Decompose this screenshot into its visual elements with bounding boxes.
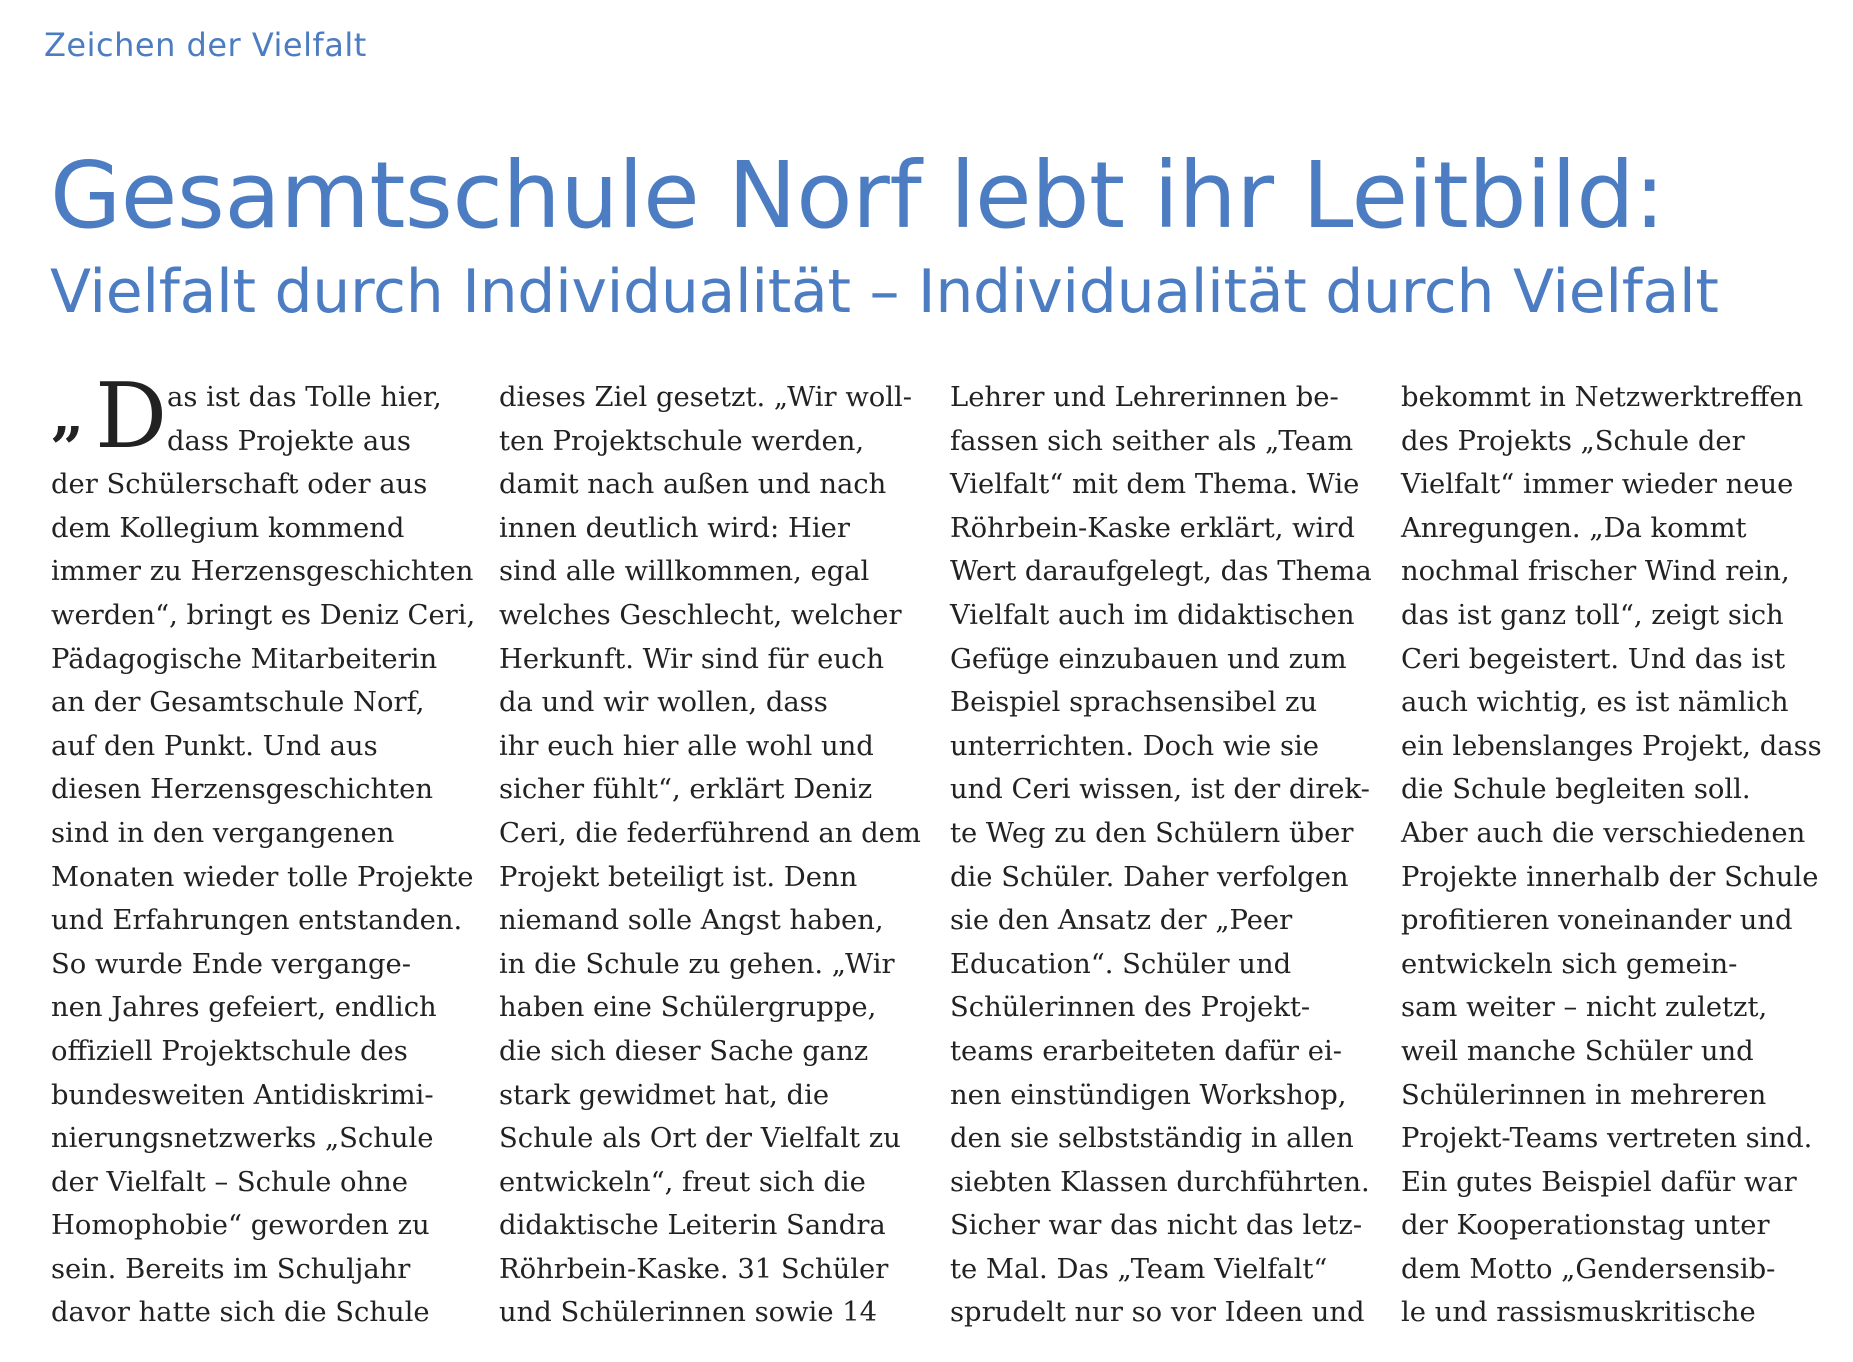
text-line: Ceri, die federführend an dem (499, 817, 921, 849)
text-line: weil manche Schüler und (1401, 1035, 1754, 1067)
text-line: in die Schule zu gehen. „Wir (499, 948, 895, 980)
text-line: Vielfalt“ mit dem Thema. Wie (950, 469, 1360, 501)
drop-cap-quote: „ (51, 381, 85, 449)
text-line: sam weiter – nicht zuletzt, (1401, 992, 1768, 1024)
text-line: dem Motto „Gendersensib- (1401, 1253, 1776, 1285)
text-line: le und rassismuskritische (1401, 1297, 1756, 1329)
text-line: Sicher war das nicht das letz- (950, 1210, 1363, 1242)
text-line: der Vielfalt – Schule ohne (51, 1166, 408, 1198)
text-line: as ist das Tolle hier, (167, 382, 442, 413)
text-line: ten Projektschule werden, (499, 425, 865, 457)
text-line: sind in den vergangenen (51, 817, 395, 849)
text-line: Vielfalt“ immer wieder neue (1401, 469, 1794, 501)
article-subheadline: Vielfalt durch Individualität – Individualität durch Vielfalt (50, 257, 1719, 327)
text-line: innen deutlich wird: Hier (499, 512, 850, 544)
text-line: Pädagogische Mitarbeiterin (51, 643, 438, 675)
text-line: Projekt beteiligt ist. Denn (499, 861, 858, 893)
text-line: Schülerinnen in mehreren (1401, 1079, 1767, 1111)
text-line: immer zu Herzensgeschichten (51, 556, 474, 588)
text-line: sind alle willkommen, egal (499, 556, 870, 588)
text-line: Ein gutes Beispiel dafür war (1401, 1166, 1797, 1198)
text-line: den sie selbstständig in allen (950, 1123, 1354, 1155)
drop-cap-letter: D (95, 364, 168, 469)
text-line: des Projekts „Schule der (1401, 425, 1745, 457)
text-line: Beispiel sprachsensibel zu (950, 687, 1318, 719)
text-line: Lehrer und Lehrerinnen be- (950, 382, 1339, 413)
article-column-3 (950, 376, 1375, 1335)
article-headline: Gesamtschule Norf lebt ihr Leitbild: (50, 142, 1665, 249)
text-line: profitieren voneinander und (1401, 905, 1793, 937)
text-line: niemand solle Angst haben, (499, 905, 884, 937)
text-line: didaktische Leiterin Sandra (499, 1210, 886, 1242)
text-line: auf den Punkt. Und aus (51, 730, 378, 762)
text-line: das ist ganz toll“, zeigt sich (1401, 599, 1784, 631)
text-line: stark gewidmet hat, die (499, 1079, 830, 1111)
text-line: Röhrbein-Kaske erklärt, wird (950, 512, 1355, 544)
section-kicker: Zeichen der Vielfalt (44, 26, 367, 64)
text-line: die sich dieser Sache ganz (499, 1035, 869, 1067)
text-line: nen Jahres gefeiert, endlich (51, 992, 437, 1024)
text-line: davor hatte sich die Schule (51, 1297, 430, 1329)
text-line: te Weg zu den Schülern über (950, 817, 1354, 849)
text-line: nochmal frischer Wind rein, (1401, 556, 1790, 588)
text-line: Projekt-Teams vertreten sind. (1401, 1123, 1813, 1155)
text-line: werden“, bringt es Deniz Ceri, (51, 599, 476, 631)
text-line: ein lebenslanges Projekt, dass (1401, 730, 1822, 762)
text-line: der Schülerschaft oder aus (51, 469, 428, 501)
article-column-4 (1401, 376, 1826, 1335)
text-line: teams erarbeiteten dafür ei- (950, 1035, 1342, 1067)
text-line: Schülerinnen des Projekt- (950, 992, 1311, 1024)
text-line: dass Projekte aus (167, 425, 411, 457)
text-line: der Kooperationstag unter (1401, 1210, 1770, 1242)
text-line: Gefüge einzubauen und zum (950, 643, 1347, 675)
text-line: Herkunft. Wir sind für euch (499, 643, 884, 675)
text-line: welches Geschlecht, welcher (499, 599, 902, 631)
text-line: te Mal. Das „Team Vielfalt“ (950, 1253, 1328, 1285)
text-line: Projekte innerhalb der Schule (1401, 861, 1819, 893)
text-line: Anregungen. „Da kommt (1401, 512, 1747, 544)
article-column-1 (51, 364, 476, 1335)
text-line: entwickeln sich gemein- (1401, 948, 1738, 980)
text-line: Education“. Schüler und (950, 948, 1292, 980)
text-line: sie den Ansatz der „Peer (950, 905, 1293, 937)
text-line: nen einstündigen Workshop, (950, 1079, 1347, 1111)
text-line: ihr euch hier alle wohl und (499, 730, 874, 762)
text-line: die Schule begleiten soll. (1401, 774, 1751, 806)
text-line: fassen sich seither als „Team (950, 425, 1354, 457)
text-line: Wert daraufgelegt, das Thema (950, 556, 1372, 588)
text-line: auch wichtig, es ist nämlich (1401, 687, 1789, 719)
text-line: unterrichten. Doch wie sie (950, 730, 1319, 762)
text-line: damit nach außen und nach (499, 469, 887, 501)
text-line: entwickeln“, freut sich die (499, 1166, 866, 1198)
text-line: dieses Ziel gesetzt. „Wir woll- (499, 382, 913, 413)
article-column-2 (499, 376, 924, 1335)
text-line: und Ceri wissen, ist der direk- (950, 774, 1370, 806)
text-line: und Schülerinnen sowie 14 (499, 1297, 878, 1329)
text-line: sprudelt nur so vor Ideen und (950, 1297, 1365, 1329)
text-line: die Schüler. Daher verfolgen (950, 861, 1349, 893)
text-line: siebten Klassen durchführten. (950, 1166, 1370, 1198)
text-line: offiziell Projektschule des (51, 1035, 408, 1067)
text-line: an der Gesamtschule Norf, (51, 687, 425, 719)
text-line: bekommt in Netzwerktreffen (1401, 382, 1804, 413)
text-line: Monaten wieder tolle Projekte (51, 861, 474, 893)
text-line: diesen Herzensgeschichten (51, 774, 434, 806)
text-line: sicher fühlt“, erklärt Deniz (499, 774, 873, 806)
text-line: haben eine Schülergruppe, (499, 992, 877, 1024)
text-line: So wurde Ende vergange- (51, 948, 411, 980)
text-line: Vielfalt auch im didaktischen (950, 599, 1355, 631)
text-line: und Erfahrungen entstanden. (51, 905, 463, 937)
text-line: sein. Bereits im Schuljahr (51, 1253, 411, 1285)
text-line: Ceri begeistert. Und das ist (1401, 643, 1786, 675)
text-line: dem Kollegium kommend (51, 512, 405, 544)
text-line: bundesweiten Antidiskrimi- (51, 1079, 434, 1111)
text-line: Homophobie“ geworden zu (51, 1210, 430, 1242)
text-line: nierungsnetzwerks „Schule (51, 1123, 434, 1155)
text-line: da und wir wollen, dass (499, 687, 828, 719)
text-line: Aber auch die verschiedenen (1401, 817, 1806, 849)
text-line: Röhrbein-Kaske. 31 Schüler (499, 1253, 889, 1285)
text-line: Schule als Ort der Vielfalt zu (499, 1123, 901, 1155)
